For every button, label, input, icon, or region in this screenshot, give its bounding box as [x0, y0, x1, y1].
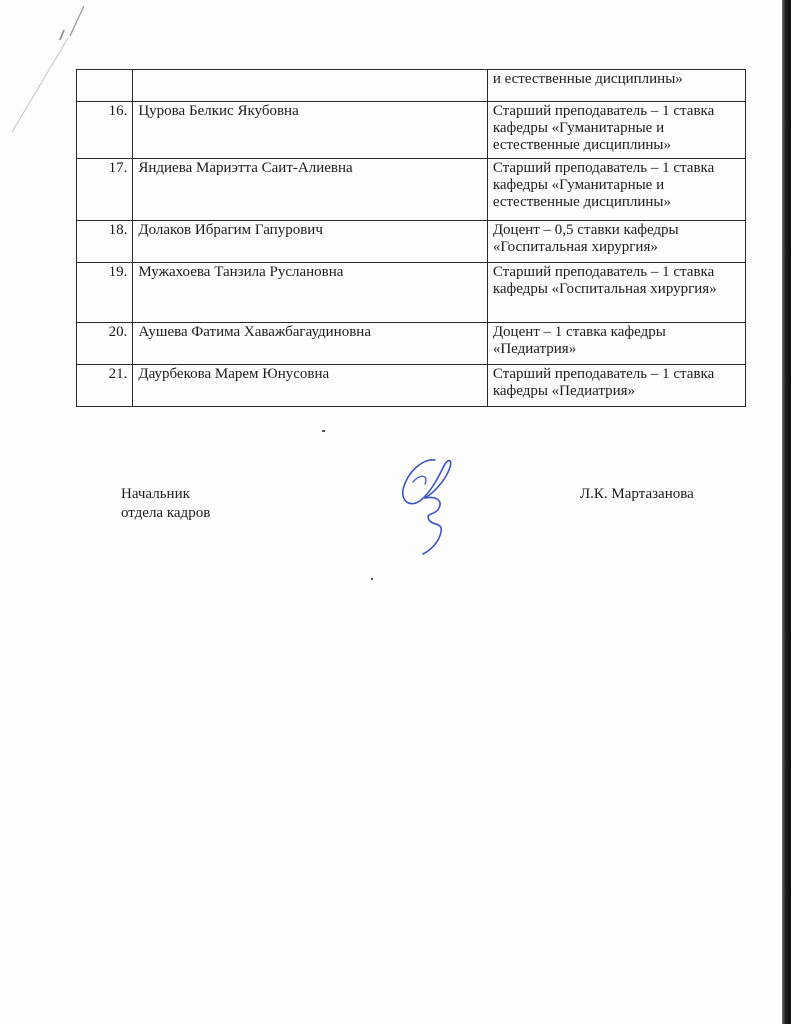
- row-number: 17.: [77, 159, 133, 221]
- handwritten-signature: [395, 452, 465, 557]
- position-text: и естественные дисциплины»: [487, 70, 745, 102]
- signatory-title-line2: отдела кадров: [121, 505, 211, 521]
- table-row: [77, 263, 746, 323]
- position-text: Доцент – 0,5 ставки кафедры «Госпитальная хирургия»: [487, 221, 745, 263]
- row-number: 18.: [77, 221, 133, 263]
- employee-name: [133, 70, 487, 102]
- table-row: [77, 159, 746, 221]
- row-number: 16.: [77, 102, 133, 159]
- position-text: Старший преподаватель – 1 ставка кафедры «Гуманитарные и естественные дисциплины»: [487, 102, 745, 159]
- position-text: Старший преподаватель – 1 ставка кафедры «Гуманитарные и естественные дисциплины»: [487, 159, 745, 221]
- row-number: 21.: [77, 365, 133, 407]
- position-text: Старший преподаватель – 1 ставка кафедры «Педиатрия»: [487, 365, 745, 407]
- scan-dot: [322, 430, 325, 432]
- signatory-title-line1: Начальник: [121, 486, 190, 502]
- table-row: [77, 221, 746, 263]
- scan-dot: [371, 578, 373, 580]
- table-row: [77, 365, 746, 407]
- staff-table: [76, 69, 746, 407]
- position-text: Старший преподаватель – 1 ставка кафедры «Госпитальная хирургия»: [487, 263, 745, 323]
- table-row: [77, 70, 746, 102]
- signatory-name: Л.К. Мартазанова: [580, 486, 694, 502]
- table-row: [77, 323, 746, 365]
- employee-name: Долаков Ибрагим Гапурович: [133, 221, 487, 263]
- scan-edge-shadow: [782, 0, 791, 1024]
- signatory-title: [121, 485, 210, 523]
- employee-name: Мужахоева Танзила Руслановна: [133, 263, 487, 323]
- row-number: [77, 70, 133, 102]
- row-number: 20.: [77, 323, 133, 365]
- position-text: Доцент – 1 ставка кафедры «Педиатрия»: [487, 323, 745, 365]
- employee-name: Аушева Фатима Хаважбагаудиновна: [133, 323, 487, 365]
- table-row: [77, 102, 746, 159]
- employee-name: Даурбекова Марем Юнусовна: [133, 365, 487, 407]
- employee-name: Цурова Белкис Якубовна: [133, 102, 487, 159]
- employee-name: Яндиева Мариэтта Саит-Алиевна: [133, 159, 487, 221]
- row-number: 19.: [77, 263, 133, 323]
